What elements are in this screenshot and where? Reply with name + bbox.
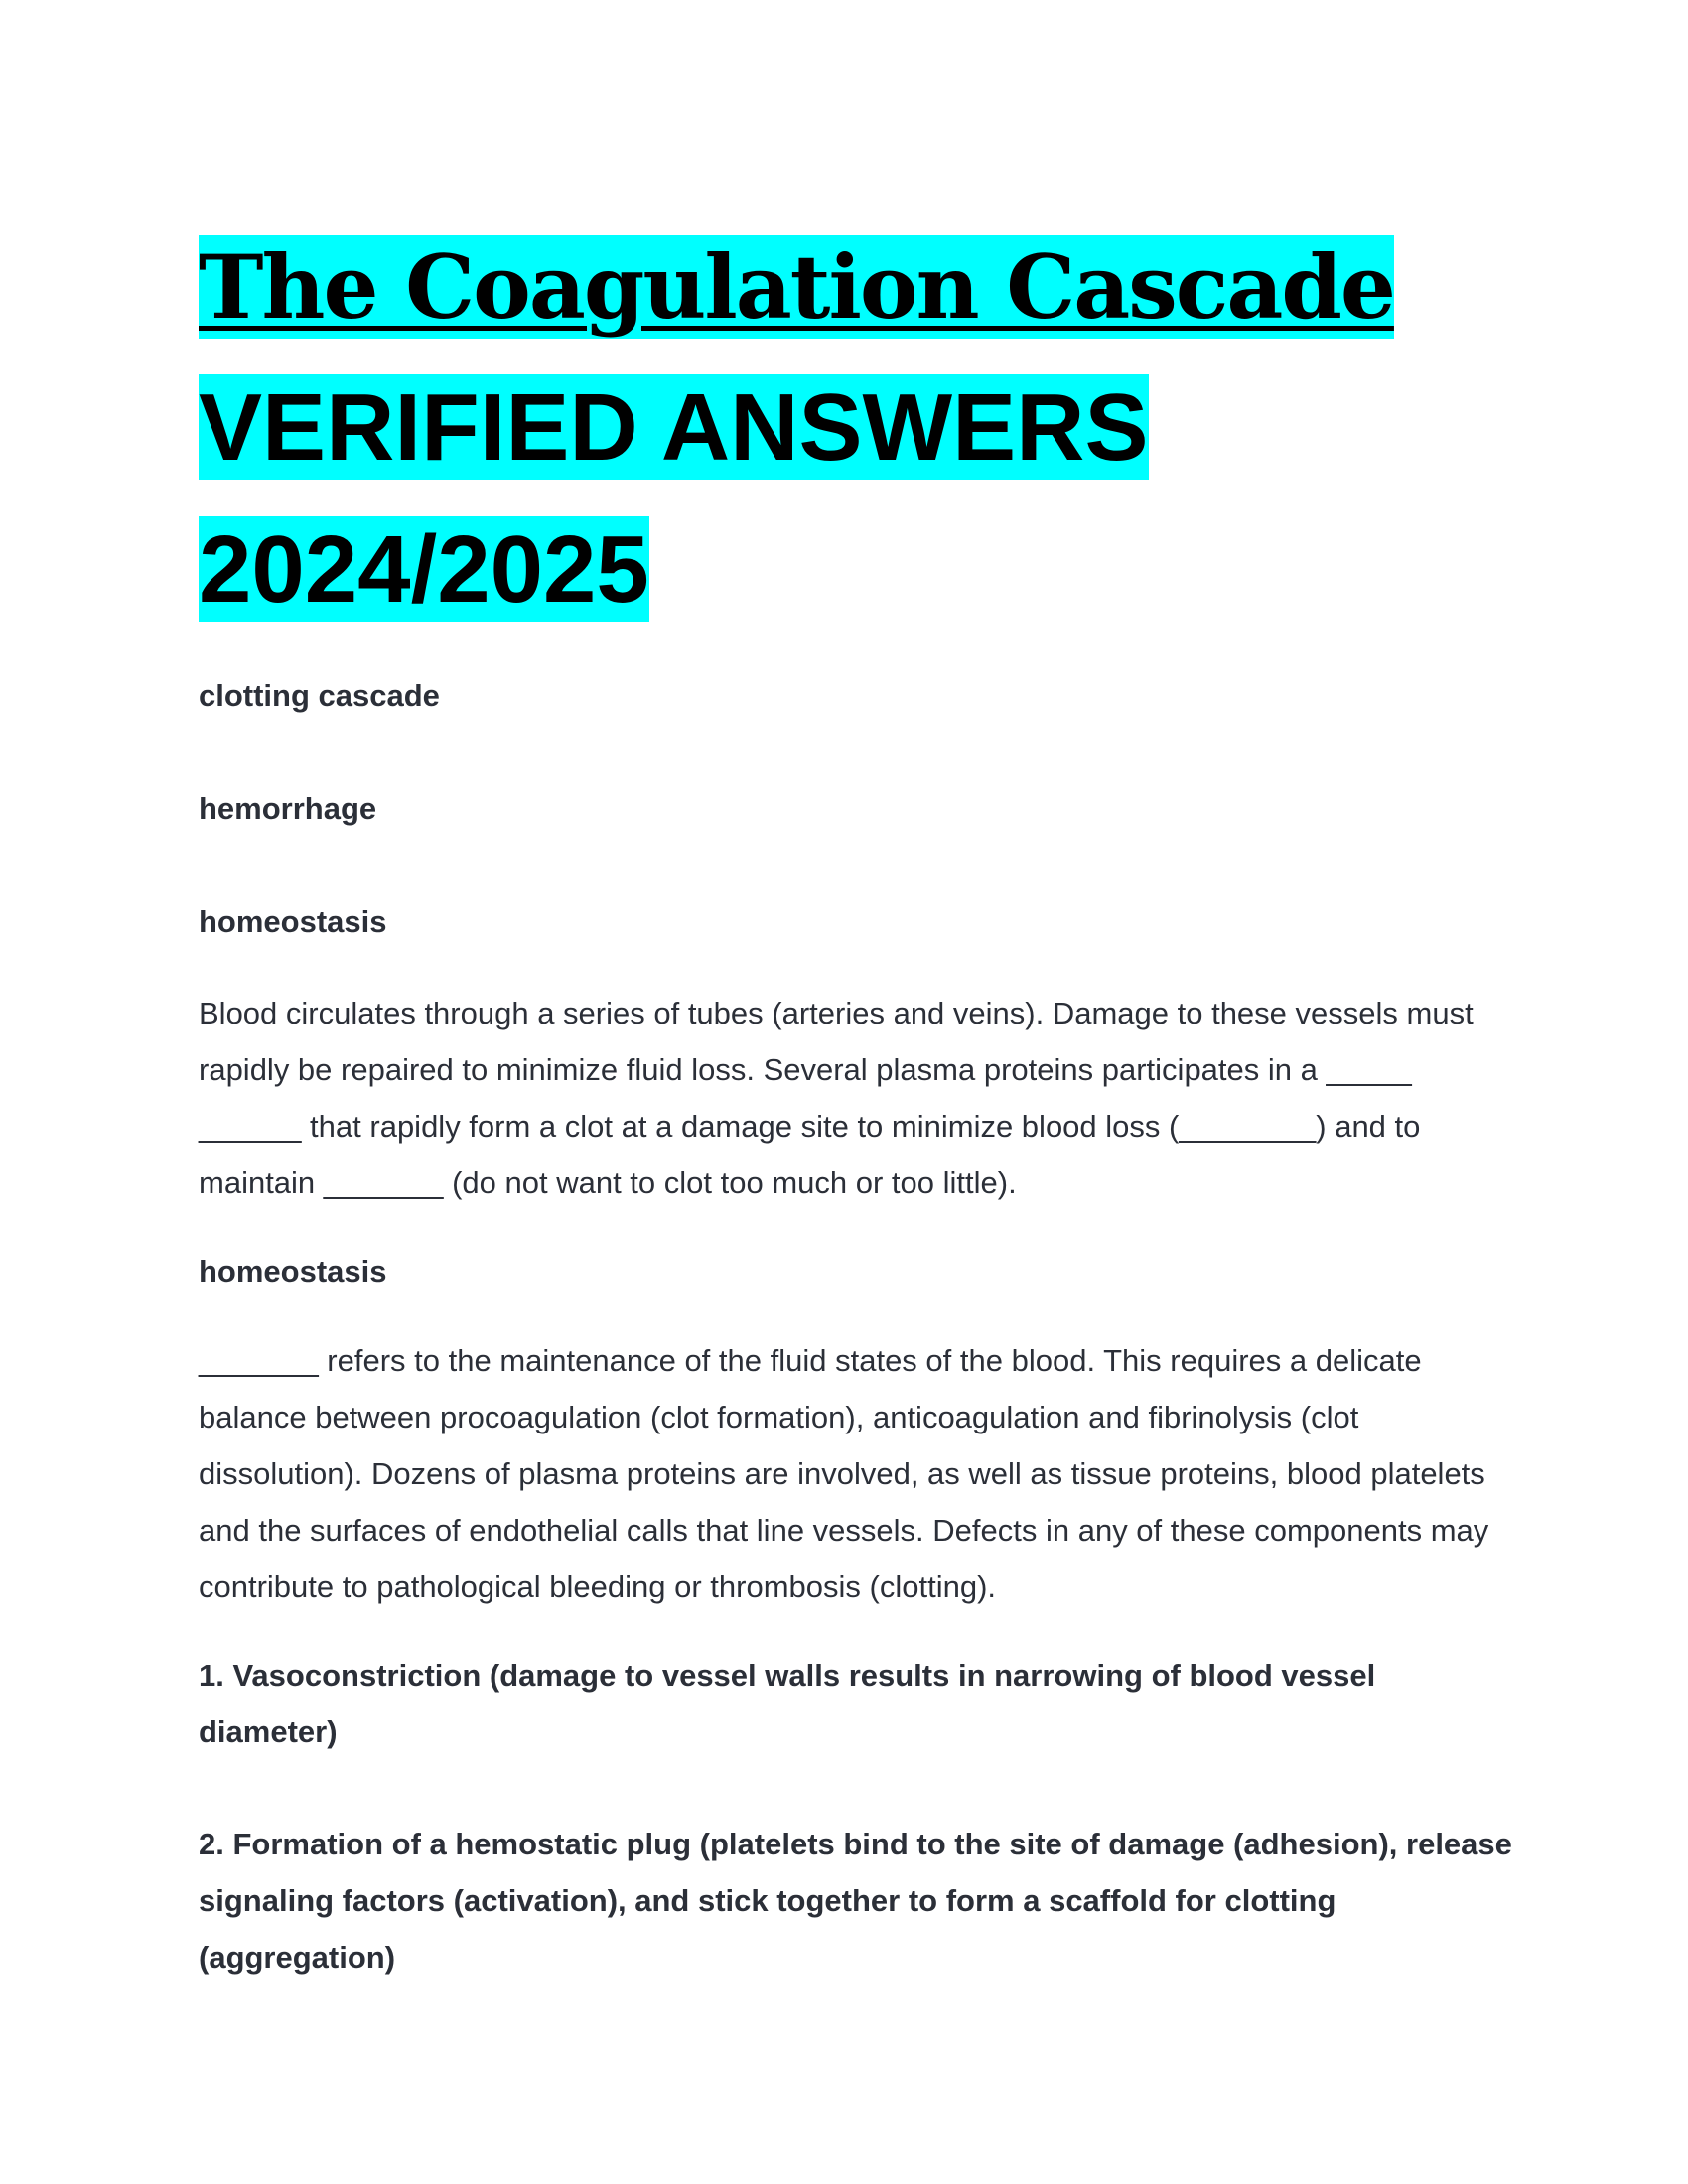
- definition-paragraph-2: _______ refers to the maintenance of the fluid states of the blood. This requires a delicate balance between procoagulation (clot formation), anticoagulation and fibrinolysis (clot dissolution). Dozens of plasma proteins are involved, as well as tissue proteins, blood platelets and the surfaces of endothelial calls that line vessels. Defects in any of these components may contribute to pathological bleeding or thrombosis (clotting).: [199, 1343, 1489, 1604]
- term-hemorrhage: hemorrhage: [199, 791, 377, 826]
- list-item-vasoconstriction: 1. Vasoconstriction (damage to vessel walls results in narrowing of blood vessel diameter): [199, 1658, 1376, 1749]
- term-homeostasis-2: homeostasis: [199, 1254, 387, 1289]
- document-title: [199, 230, 1519, 654]
- document-page: [199, 230, 1519, 1985]
- title-line-1: The Coagulation Cascade: [199, 235, 1394, 339]
- definition-paragraph-1: Blood circulates through a series of tubes (arteries and veins). Damage to these vessels must rapidly be repaired to minimize fluid loss. Several plasma proteins participates in a _____ ______ that rapidly form a clot at a damage site to minimize blood loss (________) and to maintain _______ (do not want to clot too much or too little).: [199, 996, 1474, 1200]
- title-line-3: 2024/2025: [199, 516, 649, 622]
- title-line-2: VERIFIED ANSWERS: [199, 374, 1149, 480]
- term-clotting-cascade: clotting cascade: [199, 678, 440, 713]
- term-homeostasis-1: homeostasis: [199, 904, 387, 939]
- list-item-hemostatic-plug: 2. Formation of a hemostatic plug (platelets bind to the site of damage (adhesion), release signaling factors (activation), and stick together to form a scaffold for clotting (aggregation): [199, 1827, 1512, 1975]
